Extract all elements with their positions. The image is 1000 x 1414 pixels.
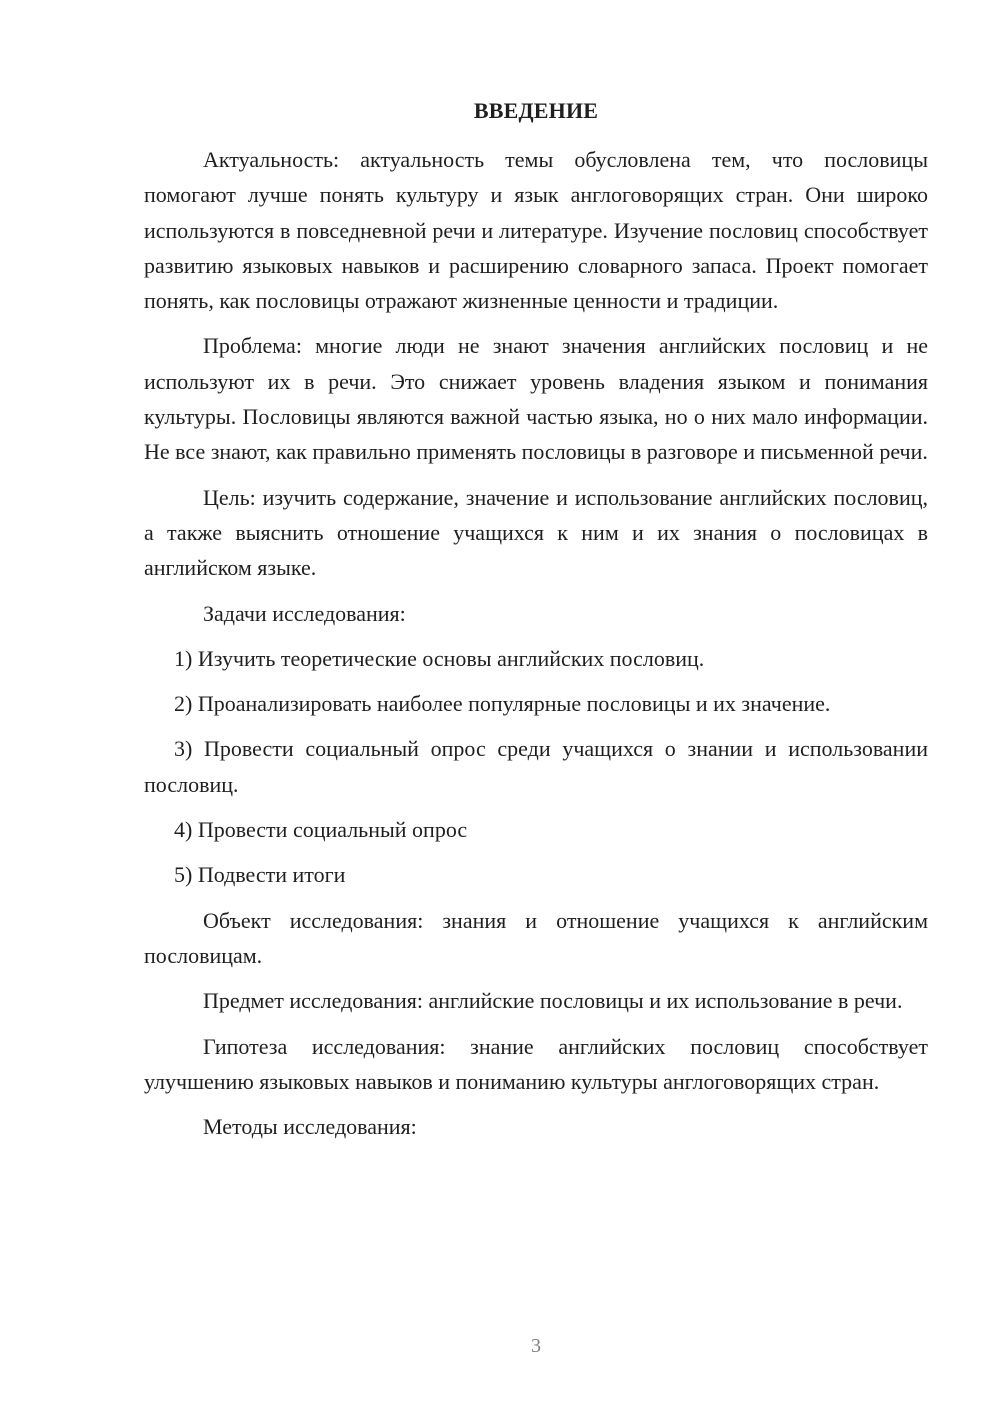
task-item-1: 1) Изучить теоретические основы английских пословиц. <box>174 645 705 671</box>
relevance-paragraph: Актуальность: актуальность темы обусловлена тем, что пословицы помогают лучше понять культуру и язык англоговорящих стран. Они широко используются в повседневной речи и литературе. Изучение пословиц способствует развитию языковых навыков и расширению словарного запаса. Проект помогает понять, как пословицы отражают жизненные ценности и традиции. <box>144 147 928 314</box>
task-item-2: 2) Проанализировать наиболее популярные пословицы и их значение. <box>174 691 831 717</box>
task-item-5: 5) Подвести итоги <box>174 862 346 888</box>
object-paragraph: Объект исследования: знания и отношение учащихся к английским пословицам. <box>144 907 928 968</box>
hypothesis-paragraph: Гипотеза исследования: знание английских пословиц способствует улучшению языковых навыков и пониманию культуры англоговорящих стран. <box>144 1033 928 1094</box>
methods-title: Методы исследования: <box>203 1114 417 1140</box>
document-body <box>144 142 928 1154</box>
goal-paragraph: Цель: изучить содержание, значение и использование английских пословиц, а также выяснить отношение учащихся к ним и их знания о пословицах в английском языке. <box>144 484 928 581</box>
task-item-4: 4) Провести социальный опрос <box>174 817 468 843</box>
page-number: 3 <box>531 1335 541 1357</box>
tasks-title: Задачи исследования: <box>203 600 406 626</box>
subject-paragraph: Предмет исследования: английские пословицы и их использование в речи. <box>203 988 903 1014</box>
problem-paragraph: Проблема: многие люди не знают значения английских пословиц и не используют их в речи. Это снижает уровень владения языком и понимания культуры. Пословицы являются важной частью языка, но о них мало информации. Не все знают, как правильно применять пословицы в разговоре и письменной речи. <box>144 333 928 465</box>
task-item-3: 3) Провести социальный опрос среди учащихся о знании и использовании пословиц. <box>144 736 928 797</box>
section-heading: ВВЕДЕНИЕ <box>473 98 599 123</box>
